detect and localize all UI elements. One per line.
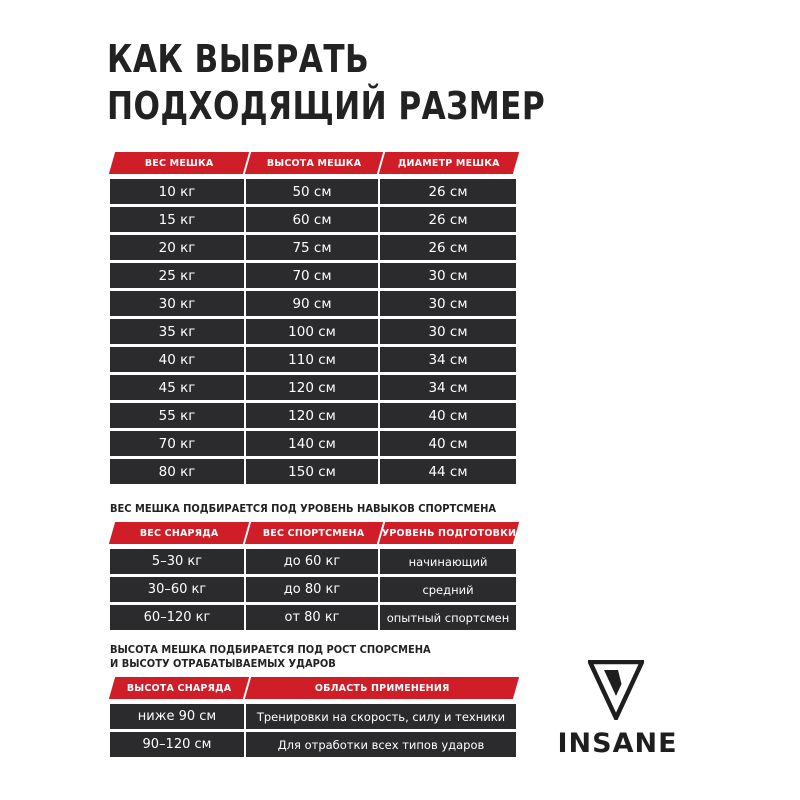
height-note-line1: ВЫСОТА МЕШКА ПОДБИРАЕТСЯ ПОД РОСТ СПОРСМЕНА [110, 643, 431, 656]
table-cell: 110 см [246, 347, 378, 372]
table-cell: ниже 90 см [110, 704, 244, 729]
skill-note: ВЕС МЕШКА ПОДБИРАЕТСЯ ПОД УРОВЕНЬ НАВЫКОВ СПОРТСМЕНА [110, 502, 497, 515]
table-cell: 44 см [380, 459, 516, 484]
table-cell: 140 см [246, 431, 378, 456]
table-cell: 50 см [246, 179, 378, 204]
table-cell: 60 см [246, 207, 378, 232]
table-cell: 26 см [380, 207, 516, 232]
table-cell: 70 см [246, 263, 378, 288]
table-cell: от 80 кг [246, 605, 378, 630]
table-cell: 45 кг [110, 375, 244, 400]
table-cell: 26 см [380, 235, 516, 260]
table-cell: 30–60 кг [110, 577, 244, 602]
height-note-line2: И ВЫСОТУ ОТРАБАТЫВАЕМЫХ УДАРОВ [110, 657, 336, 670]
size-table-header-weight: ВЕС МЕШКА [109, 152, 249, 174]
table-cell: 80 кг [110, 459, 244, 484]
page-title [107, 36, 545, 130]
table-cell: 75 см [246, 235, 378, 260]
table-cell: начинающий [380, 549, 516, 574]
table-cell: 60–120 кг [110, 605, 244, 630]
table-cell: 30 см [380, 319, 516, 344]
table-cell: 25 кг [110, 263, 244, 288]
table-cell: 20 кг [110, 235, 244, 260]
table-cell: 40 см [380, 431, 516, 456]
table-cell: средний [380, 577, 516, 602]
brand-logo [545, 660, 690, 760]
table-cell: 30 см [380, 263, 516, 288]
size-table-header-height: ВЫСОТА МЕШКА [245, 152, 383, 174]
table-cell: 70 кг [110, 431, 244, 456]
table-cell: 120 см [246, 403, 378, 428]
table-cell: до 60 кг [246, 549, 378, 574]
table-cell: 120 см [246, 375, 378, 400]
skill-table-header-athlete: ВЕС СПОРТСМЕНА [245, 522, 383, 544]
height-note [110, 643, 431, 671]
table-cell: 26 см [380, 179, 516, 204]
skill-table-header-level: УРОВЕНЬ ПОДГОТОВКИ [379, 522, 519, 544]
table-cell: Тренировки на скорость, силу и техники [246, 704, 516, 729]
table-cell: 15 кг [110, 207, 244, 232]
table-cell: 40 см [380, 403, 516, 428]
table-cell: 150 см [246, 459, 378, 484]
page-title-line2: ПОДХОДЯЩИЙ РАЗМЕР [107, 84, 546, 128]
size-table-header-diameter: ДИАМЕТР МЕШКА [379, 152, 519, 174]
table-cell: 90–120 см [110, 732, 244, 757]
table-cell: 100 см [246, 319, 378, 344]
table-cell: 35 кг [110, 319, 244, 344]
table-cell: 30 кг [110, 291, 244, 316]
skill-table-header-equipment: ВЕС СНАРЯДА [109, 522, 249, 544]
table-cell: 34 см [380, 347, 516, 372]
table-cell: 90 см [246, 291, 378, 316]
table-cell: 40 кг [110, 347, 244, 372]
table-cell: Для отработки всех типов ударов [246, 732, 516, 757]
insane-logo-icon [588, 660, 644, 720]
height-table-header-usage: ОБЛАСТЬ ПРИМЕНЕНИЯ [245, 677, 519, 699]
table-cell: 34 см [380, 375, 516, 400]
table-cell: 30 см [380, 291, 516, 316]
table-cell: до 80 кг [246, 577, 378, 602]
table-cell: 10 кг [110, 179, 244, 204]
table-cell: 55 кг [110, 403, 244, 428]
table-cell: опытный спортсмен [380, 605, 516, 630]
page-title-line1: КАК ВЫБРАТЬ [107, 37, 370, 81]
brand-name: INSANE [557, 728, 678, 759]
height-table-header-height: ВЫСОТА СНАРЯДА [109, 677, 249, 699]
table-cell: 5–30 кг [110, 549, 244, 574]
